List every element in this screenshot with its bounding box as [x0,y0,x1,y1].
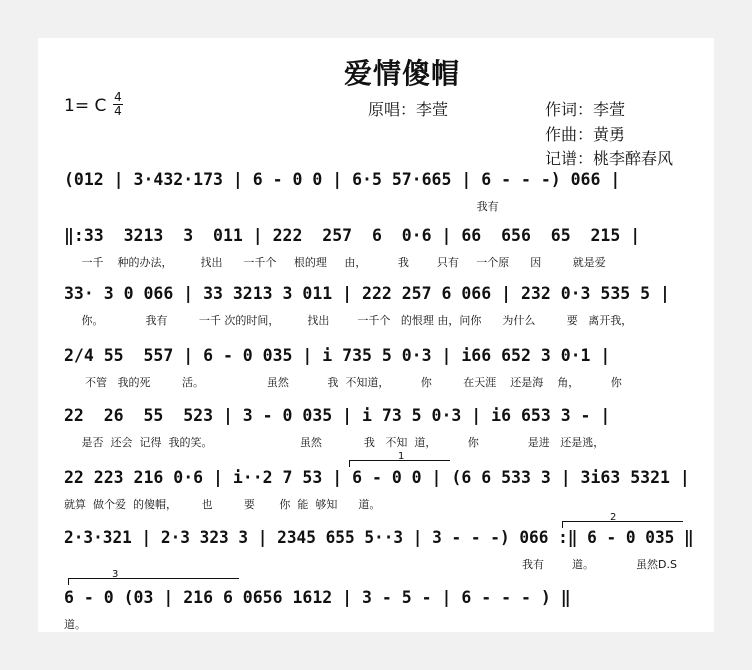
lyric-line: 就算 做个爱 的傻帽， 也 要 你 能 够知 道。 [64,498,381,511]
lyric-line: 一千 种的办法， 找出 一千个 根的理 由， 我 只有 一个原 因 就是爱 [64,256,606,269]
notation-line: 22 26 55 523 | 3 - 0 035 | i 73 5 0·3 | i6 653 3 - | [64,406,611,425]
lyric-line: 你。 我有 一千 次的时间， 找出 一千个 的恨理 由，问你 为什么 要 离开我， [64,314,633,327]
volta-number-1: 1 [398,451,405,462]
time-signature-bottom: 4 [114,104,122,118]
notation-line: 6 - 0 (03 | 216 6 0656 1612 | 3 - 5 - | 6 - - - ) ‖ [64,588,571,607]
notation-line: (012 | 3·432·173 | 6 - 0 0 | 6·5 57·665 | 6 - - -) 066 | [64,170,621,189]
notation-line: 33· 3 0 066 | 33 3213 3 011 | 222 257 6 066 | 232 0·3 535 5 | [64,284,670,303]
lyric-line: 是否 还会 记得 我的笑。 虽然 我 不知 道， 你 是进 还是逃， [64,436,605,449]
key-signature: 1= C [64,96,107,116]
original-singer: 原唱：李萱 [368,100,449,119]
lyric-line: 不管 我的死 活。 虽然 我 不知道， 你 在天涯 还是海 角， 你 [64,376,622,389]
transcriber: 记谱：桃李醉春风 [545,149,674,168]
notation-line: 22 223 216 0·6 | i··2 7 53 | 6 - 0 0 | (6 6 533 3 | 3i63 5321 | [64,468,690,487]
volta-number-3: 3 [112,569,119,580]
notation-line: ‖:33 3213 3 011 | 222 257 6 0·6 | 66 656 65 215 | [64,226,641,245]
notation-line: 2·3·321 | 2·3 323 3 | 2345 655 5··3 | 3 - - -) 066 :‖ 6 - 0 035 ‖ [64,528,694,547]
composer: 作曲：黄勇 [545,125,626,144]
song-title: 爱情傻帽 [344,57,461,90]
lyric-line: 我有 [64,200,499,213]
lyric-line: 我有 道。 虽然D.S [64,558,677,571]
time-signature-top: 4 [114,90,122,104]
volta-bracket-2 [562,521,683,528]
lyric-line: 道。 [64,618,86,631]
volta-bracket-3 [68,578,239,585]
notation-line: 2/4 55 557 | 6 - 0 035 | i 735 5 0·3 | i66 652 3 0·1 | [64,346,611,365]
volta-number-2: 2 [610,512,617,523]
time-signature [113,92,123,117]
lyricist: 作词：李萱 [545,100,626,119]
